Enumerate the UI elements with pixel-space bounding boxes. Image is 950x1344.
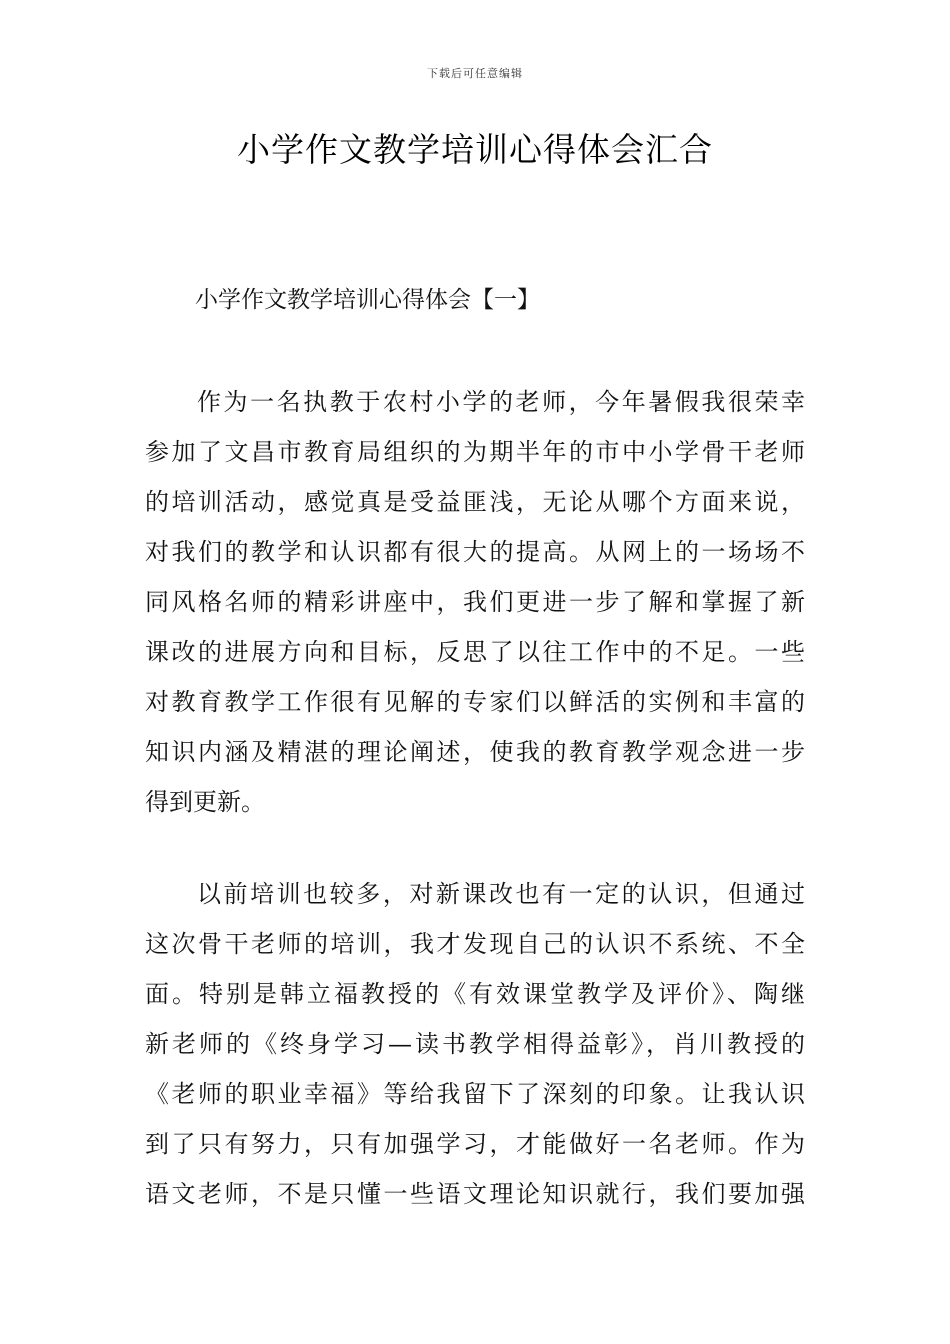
paragraph-line: 作为一名执教于农村小学的老师，今年暑假我很荣幸 — [197, 388, 805, 416]
paragraph-line: 语文老师，不是只懂一些语文理论知识就行，我们要加强 — [145, 1180, 805, 1208]
paragraph-line: 对我们的教学和认识都有很大的提高。从网上的一场场不 — [145, 538, 805, 566]
paragraph-line: 以前培训也较多，对新课改也有一定的认识，但通过 — [197, 880, 805, 908]
paragraph-2 — [145, 869, 805, 1219]
section-heading: 小学作文教学培训心得体会【一】 — [195, 287, 540, 313]
paragraph-1 — [145, 377, 805, 827]
document-title: 小学作文教学培训心得体会汇合 — [237, 130, 713, 169]
paragraph-line: 参加了文昌市教育局组织的为期半年的市中小学骨干老师 — [145, 438, 805, 466]
paragraph-line: 这次骨干老师的培训，我才发现自己的认识不系统、不全 — [145, 930, 805, 958]
paragraph-line: 新老师的《终身学习—读书教学相得益彰》，肖川教授的 — [145, 1030, 805, 1058]
paragraph-line: 得到更新。 — [145, 788, 265, 816]
header-note: 下载后可任意编辑 — [427, 67, 523, 80]
paragraph-line: 《老师的职业幸福》等给我留下了深刻的印象。让我认识 — [145, 1080, 805, 1108]
paragraph-line: 知识内涵及精湛的理论阐述，使我的教育教学观念进一步 — [145, 738, 805, 766]
paragraph-line: 同风格名师的精彩讲座中，我们更进一步了解和掌握了新 — [145, 588, 805, 616]
paragraph-line: 课改的进展方向和目标，反思了以往工作中的不足。一些 — [145, 638, 805, 666]
paragraph-line: 的培训活动，感觉真是受益匪浅，无论从哪个方面来说， — [145, 488, 805, 516]
paragraph-line: 对教育教学工作很有见解的专家们以鲜活的实例和丰富的 — [145, 688, 805, 716]
paragraph-line: 面。特别是韩立福教授的《有效课堂教学及评价》、陶继 — [145, 980, 805, 1008]
paragraph-line: 到了只有努力，只有加强学习，才能做好一名老师。作为 — [145, 1130, 805, 1158]
